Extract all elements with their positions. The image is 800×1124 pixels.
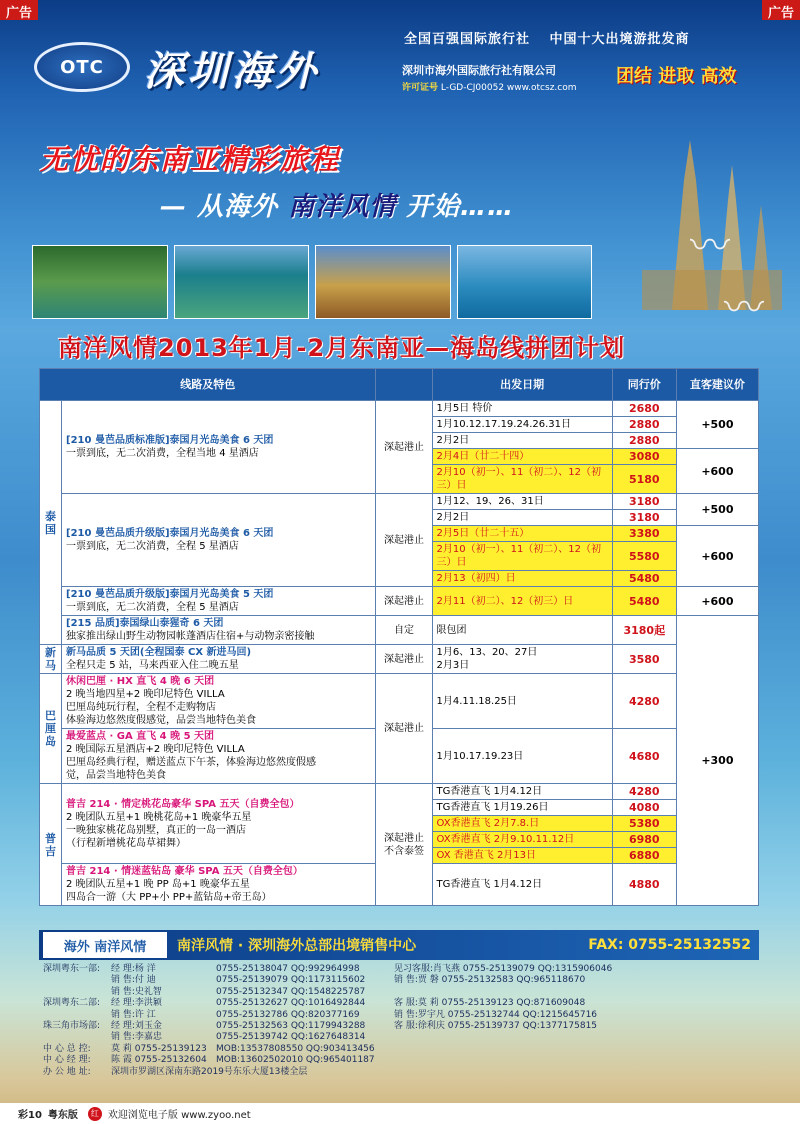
company-name: 深圳市海外国际旅行社有限公司 [402,64,556,77]
price-cell: 5180 [612,465,676,494]
route-desc: 2 晚国际五星酒店+2 晚印尼特色 VILLA [66,744,245,755]
route-cell [62,616,376,645]
route-desc: 一票到底，无二次消费，全程 5 星酒店 [66,541,239,552]
route-desc: 巴厘岛纯玩行程，全程不走购物店 [66,702,217,713]
table-row [40,784,759,800]
photo-resort [457,245,593,319]
contact-row [43,1010,612,1021]
price-cell: 5380 [612,816,676,832]
date-line: 2月3日 [436,660,470,671]
date-cell: 2月11（初二）、12（初三）日 [432,587,612,616]
date-cell: OX香港直飞 2月7.8.日 [432,816,612,832]
suggested-cell: +300 [676,616,758,906]
price-cell: 3180起 [612,616,676,645]
contact-extra: 销 售:罗宇凡 0755-25132744 QQ:1215645716 [394,1009,598,1020]
contact-dept [43,1010,111,1021]
port-cell: 深起港止 [376,587,432,616]
contact-phone: 0755-25139079 QQ:1173115602 [216,975,366,986]
contact-dept: 深圳粤东二部: [43,998,101,1009]
contact-row [43,1067,612,1078]
contact-extra: 客 服:莫 莉 0755-25139123 QQ:871609048 [394,998,586,1009]
slogan-1: 全国百强国际旅行社 [404,32,531,47]
contact-person: 莫 莉 0755-25139123 [111,1043,207,1054]
port-cell: 深起港止不含泰签 [376,784,432,906]
contact-dept [43,975,111,986]
photo-strip [32,245,592,319]
contact-phone: 0755-25139742 QQ:1627648314 [216,1032,366,1043]
edition-label: 粤东版 [47,1110,78,1121]
seagull-icon: 〰 [690,223,730,269]
contact-row [43,998,612,1009]
nanyang-logo: 海外 南洋风情 [43,932,167,958]
route-desc: 巴厘岛经典行程，赠送蓝点下午茶，体验海边悠然度假感 [66,757,317,768]
date-cell: 1月5日 特价 [432,401,612,417]
contact-dept [43,1032,111,1043]
photo-islands [174,245,310,319]
route-title: 普吉 214 · 情定桃花岛豪华 SPA 五天（自费全包） [66,798,300,810]
hero-subline-emphasis: 南洋风情 [288,192,397,222]
date-cell: 2月2日 [432,510,612,526]
date-cell: 限包团 [432,616,612,645]
suggested-cell: +600 [676,526,758,587]
route-title: [215 品质]泰国绿山泰猩奇 6 天团 [66,618,224,629]
fax-number: FAX: 0755-25132552 [588,937,751,953]
route-desc: 一晚独家桃花岛别墅，真正的一岛一酒店 [66,824,247,836]
brand-name: 深圳海外 [144,49,320,95]
region-singapore-malaysia: 新马 [40,645,62,674]
date-line: 1月6、13、20、27日 [436,647,538,658]
hero-subline-post: 开始…… [396,192,515,222]
price-cell: 3180 [612,494,676,510]
license-label: 许可证号 [402,83,439,93]
price-cell: 3580 [612,645,676,674]
date-cell: 2月5日（廿二十五） [432,526,612,542]
contact-row [43,964,612,975]
date-cell: 2月10（初一）、11（初二）、12（初三）日 [432,542,612,571]
table-row [40,401,759,417]
photo-boat [32,245,168,319]
price-cell: 4280 [612,784,676,800]
sales-center-name: 南洋风情 · 深圳海外总部出境销售中心 [177,938,417,954]
date-cell: 1月10.17.19.23日 [432,729,612,784]
suggested-cell: +500 [676,401,758,449]
price-cell: 5580 [612,542,676,571]
date-cell: TG香港直飞 1月4.12日 [432,784,612,800]
contact-row [43,1044,612,1055]
port-cell: 深起港止 [376,401,432,494]
region-thailand: 泰国 [40,401,62,645]
price-cell: 3380 [612,526,676,542]
date-cell: 2月13（初四）日 [432,571,612,587]
route-cell [62,729,376,784]
route-desc: 体验海边悠然度假感觉，品尝当地特色美食 [66,715,257,726]
price-cell: 6980 [612,832,676,848]
date-cell: TG香港直飞 1月19.26日 [432,800,612,816]
contact-person: 销 售:许 江 [111,1009,156,1020]
contact-list [43,964,612,1078]
contact-person: 销 售:史礼智 [111,986,162,997]
date-cell: OX 香港直飞 2月13日 [432,848,612,864]
route-cell [62,494,376,587]
price-cell: 3080 [612,449,676,465]
route-cell [62,587,376,616]
contact-row [43,1032,612,1043]
suggested-cell: +600 [676,449,758,494]
route-cell [62,864,376,906]
contact-person: 销 售:李嘉忠 [111,1032,162,1043]
suggested-cell: +600 [676,587,758,616]
table-row [40,616,759,645]
contact-extra: 客 服:徐利庆 0755-25139737 QQ:1377175815 [394,1021,598,1032]
port-cell: 深起港止 [376,645,432,674]
contact-phone: 0755-25132563 QQ:1179943288 [216,1021,366,1032]
region-phuket: 普吉 [40,784,62,906]
date-cell: 2月2日 [432,433,612,449]
contact-dept: 深圳粤东一部: [43,964,101,974]
region-bali: 巴厘岛 [40,674,62,784]
hero-headline: 无忧的东南亚精彩旅程 [40,143,341,176]
suggested-cell: +500 [676,494,758,526]
date-cell: 1月12、19、26、31日 [432,494,612,510]
route-title: 休闲巴厘 · HX 直飞 4 晚 6 天团 [66,676,215,687]
contact-row [43,1055,612,1066]
route-desc: 独家推出绿山野生动物园帐蓬酒店住宿+与动物亲密接触 [66,631,315,642]
plan-title: 南洋风情2013年1月-2月东南亚—海岛线拼团计划 [58,334,626,362]
price-cell: 3180 [612,510,676,526]
col-suggested: 直客建议价 [676,369,758,401]
slogans [404,28,704,47]
price-cell: 4880 [612,864,676,906]
route-desc: （行程新增桃花岛草裙舞） [66,837,187,849]
date-cell [432,645,612,674]
header [24,22,784,94]
route-title: 新马品质 5 天团(全程国泰 CX 新进马回) [66,647,252,658]
license-number: L-GD-CJ00052 www.otcsz.com [440,83,577,93]
contact-phone: 0755-25132786 QQ:820377169 [216,1009,360,1020]
price-cell: 6880 [612,848,676,864]
contact-row [43,975,612,986]
hero-subline-pre: — 从海外 [160,192,289,222]
contact-extra: 销 售:贾 磐 0755-25132583 QQ:965118670 [394,975,586,986]
contact-phone: 0755-25138047 QQ:992964998 [216,964,360,974]
price-cell: 5480 [612,587,676,616]
port-cell: 深起港止 [376,674,432,784]
website-link[interactable]: 欢迎浏览电子版 www.zyoo.net [107,1110,251,1121]
hero-subline [160,186,514,223]
ad-label-left: 广告 [0,0,38,20]
route-title: [210 曼芭品质标准版]泰国月光岛美食 6 天团 [66,435,274,446]
contact-row [43,987,612,998]
route-desc: 觉，品尝当地特色美食 [66,770,167,781]
route-title: [210 曼芭品质升级版]泰国月光岛美食 5 天团 [66,589,274,600]
seagull-icon: 〰 [724,285,764,331]
price-cell: 2680 [612,401,676,417]
table-row [40,674,759,729]
contact-phone: 0755-25132347 QQ:1548225787 [216,986,366,997]
route-title: 最爱蓝点 · GA 直飞 4 晚 5 天团 [66,731,215,742]
price-cell: 4280 [612,674,676,729]
route-desc: 2 晚当地四星+2 晚印尼特色 VILLA [66,689,225,700]
price-cell: 5480 [612,571,676,587]
route-title: [210 曼芭品质升级版]泰国月光岛美食 6 天团 [66,528,274,539]
port-cell: 深起港止 [376,494,432,587]
contact-person: 经 理:杨 洋 [111,964,156,974]
route-cell [62,674,376,729]
contact-dept: 中 心 经 理: [43,1055,91,1066]
date-cell: 2月10（初一）、11（初二）、12（初三）日 [432,465,612,494]
col-price: 同行价 [612,369,676,401]
photo-temple [315,245,451,319]
date-cell: 1月4.11.18.25日 [432,674,612,729]
contact-person: 陈 霞 0755-25132604 [111,1055,207,1066]
contact-person: 经 理:李洪颖 [111,998,162,1009]
col-route: 线路及特色 [40,369,376,401]
table-row [40,494,759,510]
ad-label-right: 广告 [762,0,800,20]
license-line [402,80,577,93]
contact-person: 销 售:付 迪 [111,975,156,986]
date-cell: 1月10.12.17.19.24.26.31日 [432,417,612,433]
contact-person: 经 理:刘玉金 [111,1021,162,1032]
contact-phone: MOB:13537808550 QQ:903413456 [216,1043,375,1054]
page-footer [0,1103,800,1124]
contact-dept: 珠三角市场部: [43,1021,101,1032]
otc-logo: OTC [34,42,130,92]
route-cell [62,645,376,674]
route-title: 普吉 214 · 情迷蓝钻岛 豪华 SPA 五天（自费全包） [66,866,303,877]
price-cell: 4680 [612,729,676,784]
contact-extra: 见习客服:肖飞燕 0755-25139079 QQ:1315906046 [394,964,613,974]
slogan-2: 中国十大出境游批发商 [549,32,690,47]
col-date: 出发日期 [432,369,612,401]
badge-icon: 红 [88,1107,102,1121]
date-cell: TG香港直飞 1月4.12日 [432,864,612,906]
contact-dept [43,987,111,998]
table-row [40,587,759,616]
route-desc: 2 晚团队五星+1 晚桃花岛+1 晚豪华五星 [66,811,252,823]
price-cell: 2880 [612,417,676,433]
page-number: 彩10 [18,1110,42,1121]
sales-center-band [39,930,759,960]
contact-row [43,1021,612,1032]
price-cell: 2880 [612,433,676,449]
contact-phone: MOB:13602502010 QQ:965401187 [216,1055,375,1066]
contact-phone: 0755-25132627 QQ:1016492844 [216,998,366,1009]
contact-dept: 办 公 地 址: [43,1066,91,1077]
price-cell: 4080 [612,800,676,816]
route-desc: 一票到底，无二次消费，全程 5 星酒店 [66,602,239,613]
table-header-row [40,369,759,401]
motto: 团结 进取 高效 [616,66,737,87]
office-address: 深圳市罗湖区深南东路2019号东乐大厦13楼全层 [111,1066,308,1077]
table-row [40,645,759,674]
contact-dept: 中 心 总 控: [43,1043,91,1054]
date-cell: OX香港直飞 2月9.10.11.12日 [432,832,612,848]
date-cell: 2月4日（廿二十四） [432,449,612,465]
route-cell [62,784,376,864]
route-desc: 全程只走 5 站，马来西亚入住二晚五星 [66,660,239,671]
col-port [376,369,432,401]
route-cell [62,401,376,494]
route-desc: 2 晚团队五星+1 晚 PP 岛+1 晚豪华五星 [66,879,250,890]
tour-schedule-table [39,368,759,906]
route-desc: 四岛合一游（大 PP+小 PP+蓝钻岛+帝王岛） [66,892,272,903]
port-cell: 自定 [376,616,432,645]
route-desc: 一票到底，无二次消费，全程当地 4 星酒店 [66,448,259,459]
